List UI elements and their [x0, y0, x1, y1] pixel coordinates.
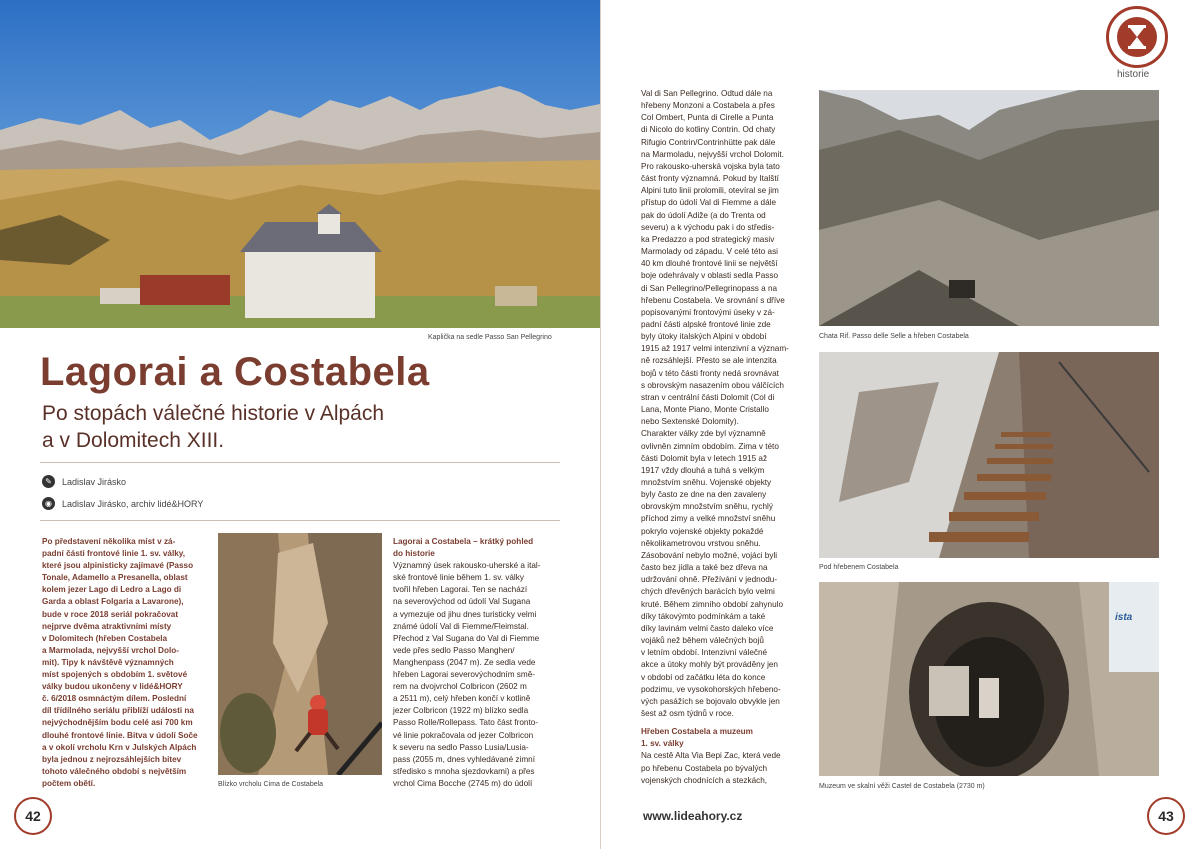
body-line: bojů v této části fronty nedá srovnávat: [641, 368, 779, 378]
camera-icon: ◉: [42, 497, 55, 510]
mountain-landscape-image: [0, 0, 600, 328]
body-line: chých dřevěných barácích bylo velmi: [641, 587, 775, 597]
body-line: akce a útoky mohly být prováděny jen: [641, 660, 778, 670]
body-line: hřebeny Monzoni a Costabela a přes: [641, 101, 775, 111]
body-line: vojenských chodnících a stezkách,: [641, 775, 768, 785]
section-heading-2: 1. sv. války: [641, 739, 684, 749]
body-line: byly často ze dne na den zavaleny: [641, 490, 767, 500]
lead-line: č. 6/2018 osmnáctým dílem. Poslední: [42, 694, 187, 704]
lead-line: byla jednou z nejrozsáhlejších bitev: [42, 754, 182, 764]
body-line: rem na dvojvrchol Colbricon (2602 m: [393, 682, 527, 692]
pen-icon: ✎: [42, 475, 55, 488]
ladder-photo: [819, 352, 1159, 558]
lead-line: války budou ukončeny v lidé&HORY: [42, 682, 183, 692]
body-line: pass (2055 m, dnes vyhledávané zimní: [393, 754, 535, 764]
body-line: 1915 až 1917 velmi intenzivní a význam-: [641, 344, 789, 354]
body-line: nebo Sextenské Dolomity).: [641, 417, 739, 427]
body-line: di San Pellegrino/Pellegrinopass a na: [641, 283, 778, 293]
body-line: přístup do údolí Val di Fiemme a dále: [641, 198, 777, 208]
body-line: vrchol Cima Bocche (2745 m) do údolí: [393, 778, 533, 788]
body-line: část fronty významná. Pokud by Italští: [641, 174, 779, 184]
divider: [40, 462, 560, 463]
body-line: pak do údolí Adiže (a do Trenta od: [641, 210, 766, 220]
climber-rock-image: [218, 533, 382, 775]
lead-paragraph: [42, 536, 210, 790]
photo2-caption: Pod hřebenem Costabela: [819, 564, 899, 571]
body-line: v období od začátku léta do konce: [641, 672, 766, 682]
climber-photo: [218, 533, 382, 775]
body-line: ovlivněn zimním obdobím. Zima v této: [641, 441, 779, 451]
hero-caption: Kaplička na sedle Passo San Pellegrino: [428, 334, 552, 341]
author-credit: Ladislav Jirásko: [62, 477, 127, 487]
lead-line: kolem jezer Lago di Ledro a Lago di: [42, 585, 182, 595]
ridge-image: [819, 90, 1159, 326]
lead-line: Tonale, Adamello a Presanella, oblast: [42, 573, 188, 583]
article-column-3: [393, 536, 563, 790]
body-line: tvořil hřeben Lagorai. Ten se nachází: [393, 585, 528, 595]
lead-line: díl třídílného seriálu přiblíží události na: [42, 706, 194, 716]
body-line: Přechod z Val Sugana do Val di Fiemme: [393, 633, 540, 643]
body-line: stran v centrální části Dolomit (Col di: [641, 392, 775, 402]
section-heading: Lagorai a Costabela – krátký pohled: [393, 537, 534, 546]
lead-line: mit). Tipy k návštěvě významných: [42, 657, 174, 667]
photo-credit: Ladislav Jirásko, archiv lidé&HORY: [62, 499, 204, 509]
body-line: vojáků než během válečných bojů: [641, 636, 764, 646]
body-line: díky tákovýmto podmínkám a také: [641, 611, 766, 621]
body-line: ně rozsáhlejší. Přesto se ale intenzita: [641, 356, 777, 366]
body-line: vede přes sedlo Passo Manghen/: [393, 645, 515, 655]
body-line: a vymezuje od jihu dnes turisticky velmi: [393, 609, 537, 619]
body-line: obrovským množstvím sněhu, rychlý: [641, 502, 773, 512]
body-line: Marmolady od západu. V celé této asi: [641, 247, 778, 257]
body-line: díky lavinám velmi často daleko více: [641, 623, 774, 633]
lead-line: nejprve dvěma atraktivními místy: [42, 621, 172, 631]
body-line: vých pasážích se bojovalo obvykle jen: [641, 696, 780, 706]
article-title: Lagorai a Costabela: [40, 350, 430, 394]
body-line: Významný úsek rakousko-uherské a ital-: [393, 561, 541, 571]
body-line: s obrovským nasazením obou válčících: [641, 380, 784, 390]
body-line: Col Ombert, Punta di Cirelle a Punta: [641, 113, 774, 123]
article-subtitle: [42, 400, 562, 454]
climber-caption: Blízko vrcholu Cima de Costabela: [218, 781, 324, 788]
body-line: Alpini tuto linii prolomili, otevíral se jim: [641, 186, 779, 196]
tunnel-photo: [819, 582, 1159, 776]
body-line: známé údolí Val di Fiemme/Fleimstal.: [393, 621, 529, 631]
lead-line: nejvýchodnějším bodu celé asi 700 km: [42, 718, 193, 728]
body-line: Rifugio Contrin/Contrinhütte pak dále: [641, 137, 776, 147]
body-line: často bez jídla a také bez dřeva na: [641, 563, 768, 573]
body-line: po hřebenu Costabela po bývalých: [641, 763, 768, 773]
body-line: popisovanými frontovými úseky v zá-: [641, 307, 775, 317]
body-line: hřebenu Costabela. Ve srovnání s dříve: [641, 295, 785, 305]
body-line: padní části alpské frontové linie zde: [641, 319, 771, 329]
photo1-caption: Chata Rif. Passo delle Selle a hřeben Costabela: [819, 333, 969, 340]
lead-line: počtem obětí.: [42, 778, 96, 788]
body-line: k severu na sedlo Passo Lusia/Lusia-: [393, 742, 529, 752]
body-line: na severovýchod od údolí Val Sugana: [393, 597, 531, 607]
body-line: pokrylo vojenské objekty pokaždé: [641, 526, 764, 536]
lead-line: míst spojených s obdobím 1. světové: [42, 670, 188, 680]
page-number: 43: [1147, 797, 1185, 835]
ridge-photo: [819, 90, 1159, 326]
body-line: šest až osm týdnů v roce.: [641, 708, 734, 718]
subtitle-line-2: a v Dolomitech XIII.: [42, 429, 225, 452]
lead-line: tohoto válečného období s největším: [42, 766, 187, 776]
hourglass-icon: [1117, 17, 1157, 57]
section-label: historie: [1117, 69, 1150, 80]
body-line: byly útoky italských Alpini v období: [641, 332, 767, 342]
article-column-4: [641, 88, 813, 787]
body-line: vé linie pokračovala od jezer Colbricon: [393, 730, 534, 740]
photo3-caption: Muzeum ve skalní věži Castel de Costabela (2730 m): [819, 783, 985, 790]
body-line: Val di San Pellegrino. Odtud dále na: [641, 89, 773, 98]
body-line: středisko s mnoha sjezdovkami) a přes: [393, 766, 535, 776]
lead-line: a Marmolada, nejvyšší vrchol Dolo-: [42, 645, 179, 655]
sign-text: ista: [1115, 612, 1133, 623]
subtitle-line-1: Po stopách válečné historie v Alpách: [42, 402, 385, 425]
lead-line: padní části frontové linie 1. sv. války,: [42, 549, 186, 559]
body-line: Na cestě Alta Via Bepi Zac, která vede: [641, 751, 781, 761]
body-line: severu) a k východu pak i do středis-: [641, 222, 775, 232]
lead-line: dlouhé frontové linie. Bitva v údolí Soče: [42, 730, 198, 740]
website-link[interactable]: www.lideahory.cz: [643, 809, 743, 823]
body-line: části Dolomit byla v letech 1915 až: [641, 453, 768, 463]
body-line: příchod zimy a velké množství sněhu: [641, 514, 776, 524]
body-line: Lana, Monte Piano, Monte Cristallo: [641, 405, 769, 415]
page-number: 42: [14, 797, 52, 835]
body-line: v letním období. Intenzivní válečné: [641, 648, 768, 658]
body-line: hřeben Lagorai severovýchodním smě-: [393, 670, 535, 680]
ladder-image: [819, 352, 1159, 558]
body-line: Pro rakousko-uherská vojska byla tato: [641, 161, 780, 171]
body-line: na Marmoladu, nejvyšší vrchol Dolomit.: [641, 149, 784, 159]
body-line: podzimu, ve vysokohorských hřebeno-: [641, 684, 781, 694]
right-page: [600, 0, 1200, 849]
section-heading: do historie: [393, 549, 435, 559]
divider: [40, 520, 560, 521]
body-line: několikametrovou vrstvou sněhu.: [641, 538, 761, 548]
history-badge: [1106, 6, 1168, 68]
body-line: di Nicolo do kotliny Contrin. Od chaty: [641, 125, 776, 135]
body-line: jezer Colbricon (1922 m) blízko sedla: [393, 706, 529, 716]
lead-line: Po představení několika míst v zá-: [42, 537, 176, 546]
body-line: Passo Rolle/Rollepass. Tato část fronto-: [393, 718, 539, 728]
tunnel-image: [819, 582, 1159, 776]
lead-line: které jsou alpinisticky zajímavé (Passo: [42, 561, 194, 571]
section-heading-2: Hřeben Costabela a muzeum: [641, 727, 753, 737]
body-line: boje odehrávaly v oblasti sedla Passo: [641, 271, 778, 281]
body-line: udržování ohně. Přežívání v jednodu-: [641, 575, 778, 585]
body-line: a 2511 m), celý hřeben končí v kotlině: [393, 694, 531, 704]
lead-line: bude v roce 2018 seriál pokračovat: [42, 609, 179, 619]
body-line: 1917 vždy dlouhá a tuhá s velkým: [641, 465, 765, 475]
lead-line: Garda a oblast Folgaria a Lavarone),: [42, 597, 184, 607]
body-line: ka Predazzo a pod strategický masiv: [641, 234, 775, 244]
body-line: Manghenpass (2047 m). Ze sedla vede: [393, 657, 536, 667]
lead-line: a v okolí vrcholu Krn v Julských Alpách: [42, 742, 197, 752]
body-line: Charakter války zde byl významně: [641, 429, 766, 439]
body-line: Zásobování nebylo možné, vojáci byli: [641, 550, 778, 560]
body-line: 40 km dlouhé frontové linii se největší: [641, 259, 778, 269]
body-line: množstvím sněhu. Vojenské objekty: [641, 478, 772, 487]
lead-line: v Dolomitech (hřeben Costabela: [42, 633, 168, 643]
hero-photo-chapel: [0, 0, 600, 328]
body-line: ské frontové linie během 1. sv. války: [393, 573, 524, 583]
body-line: kruté. Během zimního období zahynulo: [641, 599, 784, 609]
